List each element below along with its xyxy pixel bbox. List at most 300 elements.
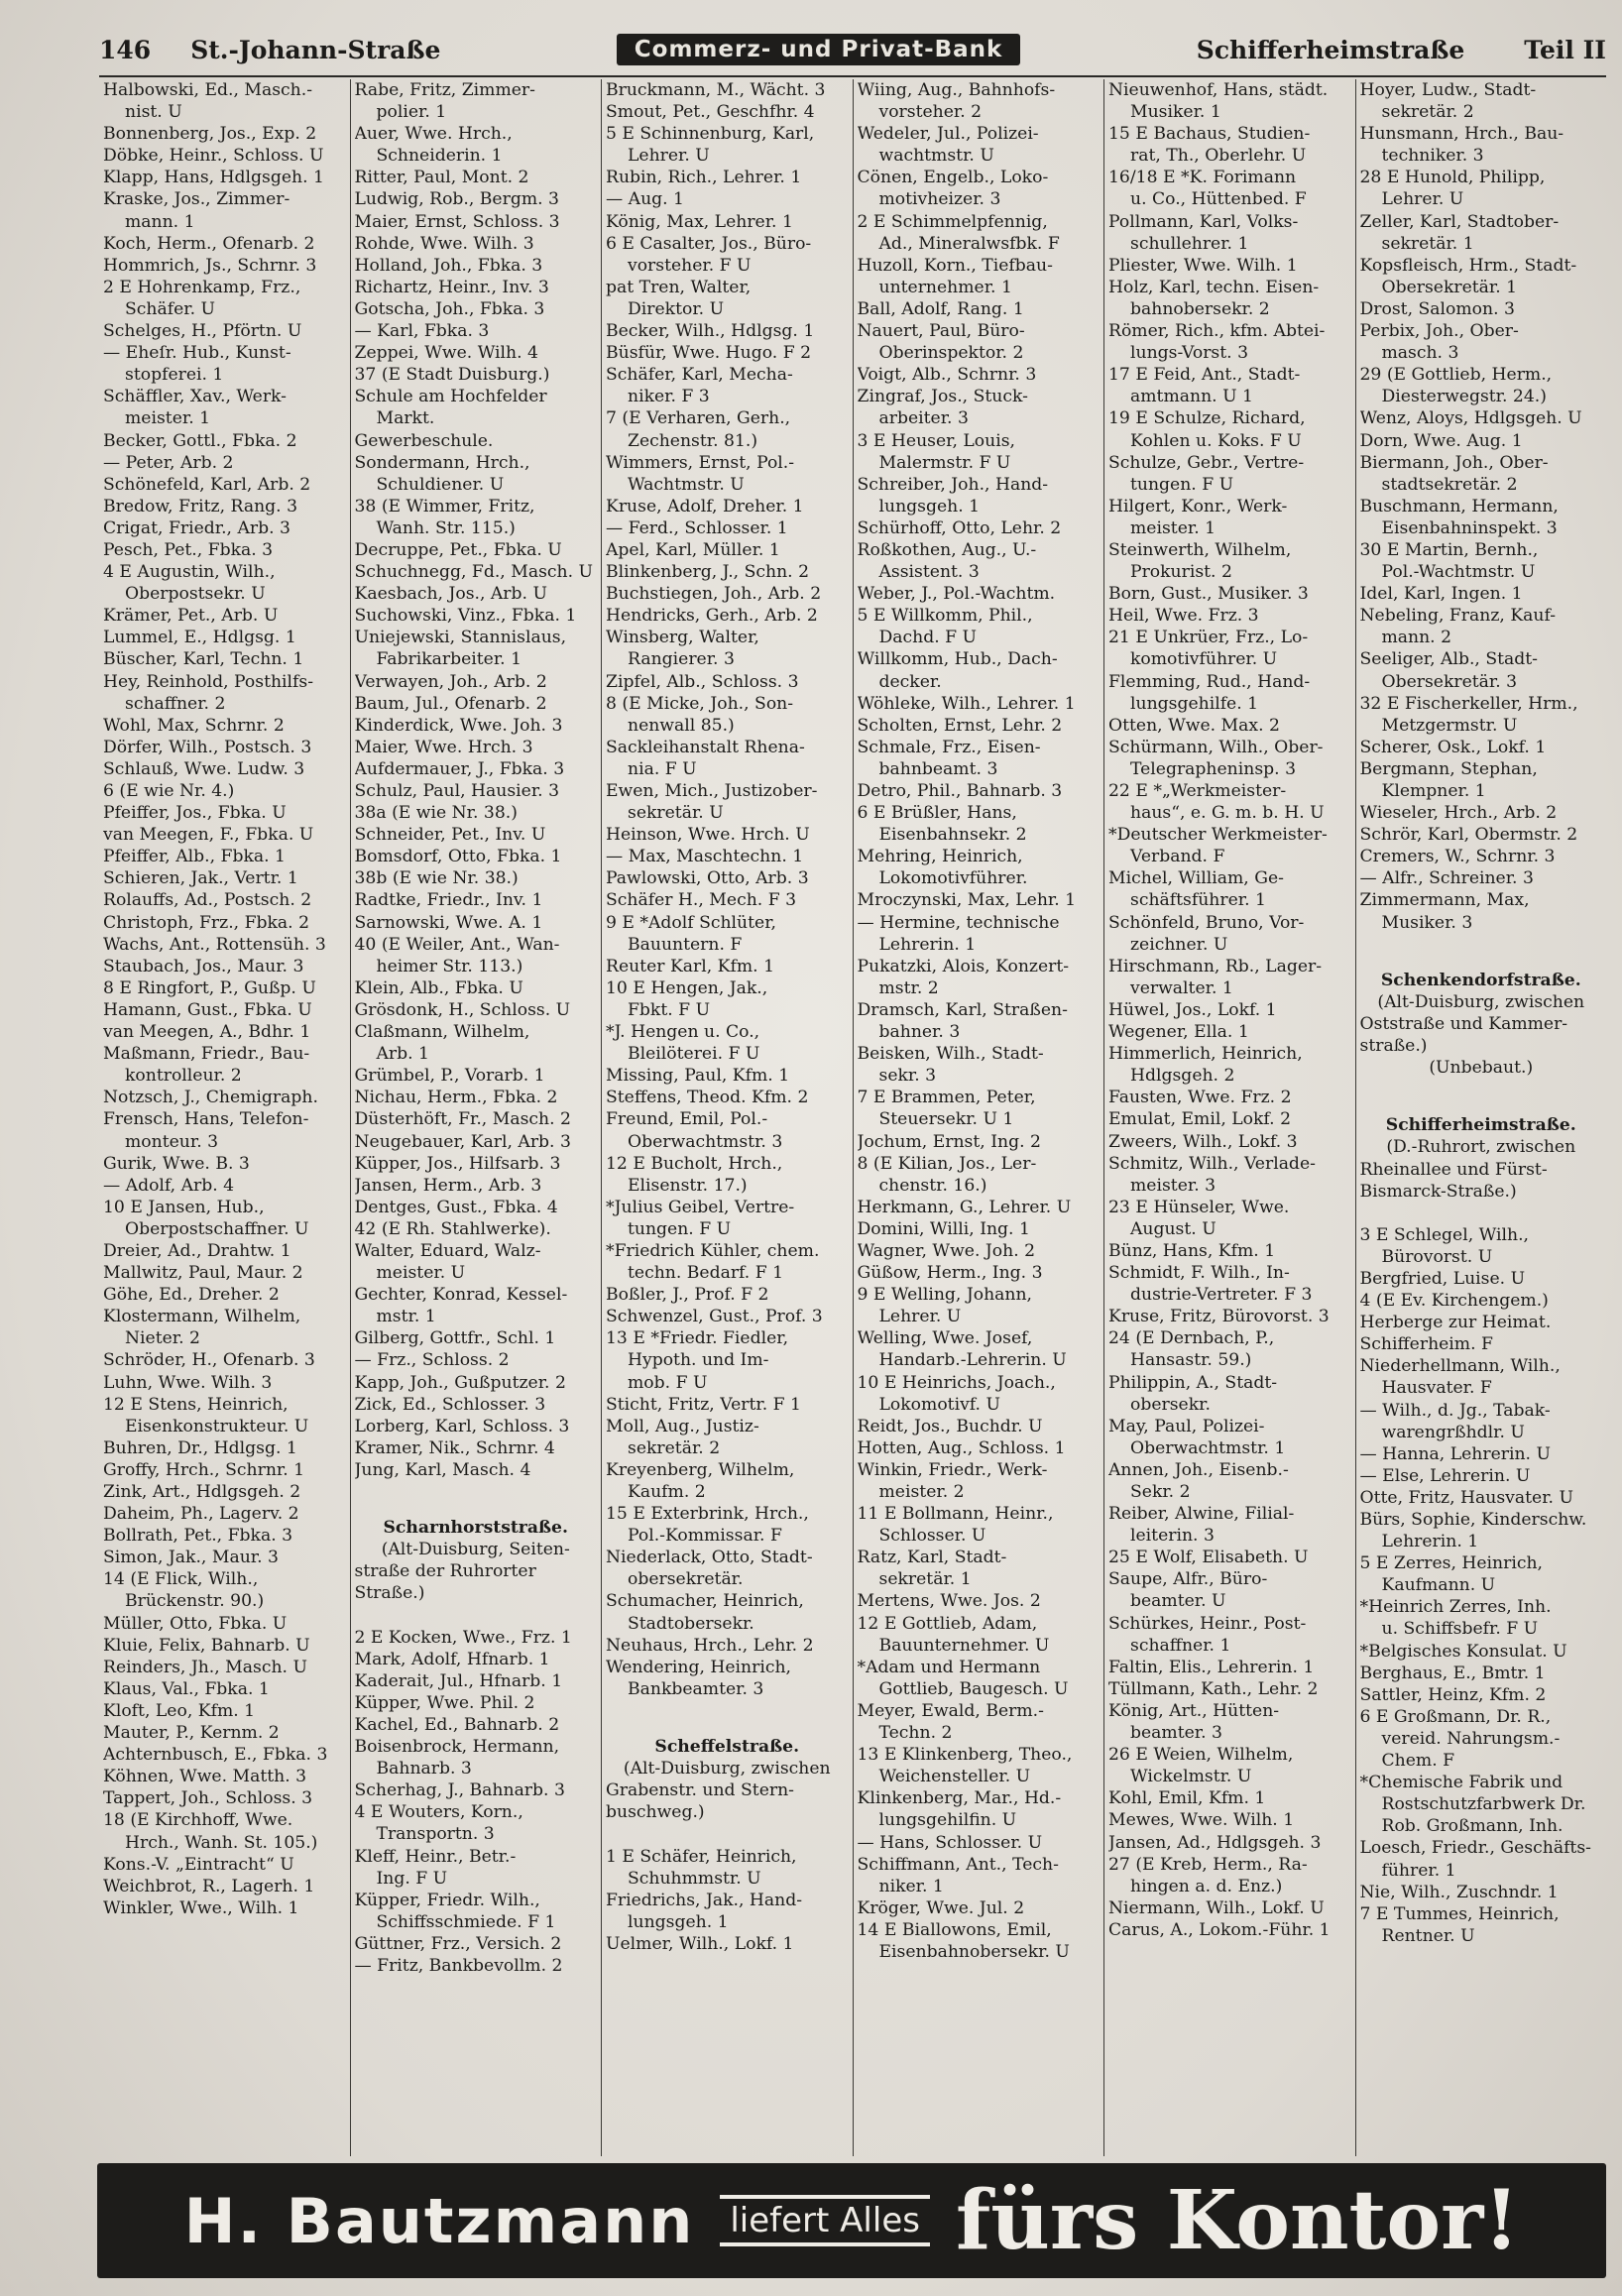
resident-entry: Schieren, Jak., Vertr. 1 — [103, 868, 298, 889]
resident-entry: Klein, Alb., Fbka. U — [354, 977, 523, 998]
resident-entry: Schäfer, Karl, Mecha- — [606, 365, 793, 386]
resident-entry: Schuhmmstr. U — [628, 1868, 761, 1889]
resident-entry: Apel, Karl, Müller. 1 — [606, 539, 780, 560]
resident-entry: Elisenstr. 17.) — [628, 1175, 748, 1196]
resident-entry: Wachtmstr. U — [628, 474, 745, 495]
resident-entry: Voigt, Alb., Schrnr. 3 — [857, 365, 1037, 386]
resident-entry: Blinkenberg, J., Schn. 2 — [606, 562, 810, 583]
resident-entry: Bollrath, Pet., Fbka. 3 — [103, 1526, 293, 1547]
resident-entry: Sondermann, Hrch., — [354, 452, 530, 473]
resident-entry: Fbkt. F U — [628, 999, 711, 1020]
street-range-left: St.-Johann-Straße — [190, 35, 441, 64]
advertisement-slogan: fürs Kontor! — [955, 2173, 1520, 2268]
resident-entry: *Chemische Fabrik und — [1359, 1773, 1564, 1793]
resident-entry: heimer Str. 113.) — [376, 956, 523, 976]
resident-entry: Kapp, Joh., Gußputzer. 2 — [354, 1372, 566, 1393]
resident-entry: — Aug. 1 — [606, 189, 684, 210]
resident-entry: Kons.-V. „Eintracht“ U — [103, 1854, 294, 1875]
resident-entry: chenstr. 16.) — [878, 1175, 987, 1196]
resident-entry: Daheim, Ph., Lagerv. 2 — [103, 1504, 299, 1525]
resident-entry: Schwenzel, Gust., Prof. 3 — [606, 1307, 823, 1327]
resident-entry: Aufdermauer, J., Fbka. 3 — [354, 758, 565, 779]
street-section-heading: Scheffelstraße. — [654, 1737, 800, 1758]
resident-entry: 27 (E Kreb, Herm., Ra- — [1108, 1854, 1308, 1875]
resident-entry: Wickelmstr. U — [1130, 1767, 1252, 1787]
resident-entry: Mroczynski, Max, Lehr. 1 — [857, 890, 1077, 911]
resident-entry: 6 (E wie Nr. 4.) — [103, 781, 235, 801]
resident-entry: — Karl, Fbka. 3 — [354, 321, 490, 342]
bank-banner: Commerz- und Privat-Bank — [617, 34, 1021, 65]
resident-entry: Pliester, Wwe. Wilh. 1 — [1108, 255, 1298, 276]
resident-entry: motivheizer. 3 — [878, 189, 1001, 210]
resident-entry: Freund, Emil, Pol.- — [606, 1109, 768, 1130]
resident-entry: kontrolleur. 2 — [125, 1066, 242, 1087]
resident-entry: leiterin. 3 — [1130, 1526, 1215, 1547]
street-section-heading: Schenkendorfstraße. — [1380, 970, 1581, 990]
resident-entry: Küpper, Wwe. Phil. 2 — [354, 1692, 535, 1713]
resident-entry: Verband. F — [1130, 847, 1225, 867]
resident-entry: Eisenbahnsekr. 2 — [878, 825, 1027, 846]
resident-entry: 29 (E Gottlieb, Herm., — [1359, 365, 1553, 386]
resident-entry: Straße.) — [354, 1583, 425, 1604]
resident-entry: Gurik, Wwe. B. 3 — [103, 1153, 250, 1174]
resident-entry: schullehrer. 1 — [1130, 233, 1249, 254]
directory-column — [99, 79, 351, 2156]
resident-entry: tungen. F U — [1130, 474, 1234, 495]
resident-entry: 6 E Brüßler, Hans, — [857, 803, 1017, 824]
resident-entry: Hendricks, Gerh., Arb. 2 — [606, 606, 818, 627]
resident-entry: Schifferheim. F — [1359, 1334, 1493, 1355]
resident-entry: Reuter Karl, Kfm. 1 — [606, 956, 775, 976]
resident-entry: Wegener, Ella. 1 — [1108, 1022, 1249, 1043]
resident-entry: Göhe, Ed., Dreher. 2 — [103, 1285, 280, 1306]
resident-entry: Maier, Wwe. Hrch. 3 — [354, 737, 533, 757]
resident-entry: Kröger, Wwe. Jul. 2 — [857, 1897, 1025, 1918]
resident-entry: Kruse, Fritz, Bürovorst. 3 — [1108, 1307, 1330, 1327]
resident-entry: Bruckmann, M., Wächt. 3 — [606, 80, 826, 100]
resident-entry: mob. F U — [628, 1372, 708, 1393]
resident-entry: Rangierer. 3 — [628, 649, 735, 670]
resident-entry: Metzgermstr. U — [1381, 715, 1518, 736]
resident-entry: nenwall 85.) — [628, 715, 735, 736]
resident-entry: Kachel, Ed., Bahnarb. 2 — [354, 1714, 560, 1735]
resident-entry: Buchstiegen, Joh., Arb. 2 — [606, 584, 822, 605]
resident-entry: Wiing, Aug., Bahnhofs- — [857, 80, 1056, 100]
resident-entry: Fabrikarbeiter. 1 — [376, 649, 522, 670]
resident-entry: Cönen, Engelb., Loko- — [857, 168, 1049, 188]
resident-entry: dustrie-Vertreter. F 3 — [1130, 1285, 1313, 1306]
resident-entry: Pukatzki, Alois, Konzert- — [857, 956, 1070, 976]
resident-entry: Küpper, Friedr. Wilh., — [354, 1890, 540, 1910]
resident-entry: 5 E Zerres, Heinrich, — [1359, 1553, 1543, 1574]
resident-entry: Güßow, Herm., Ing. 3 — [857, 1263, 1043, 1284]
resident-entry: 8 E Ringfort, P., Gußp. U — [103, 977, 316, 998]
resident-entry: Rostschutzfarbwerk Dr. — [1381, 1794, 1586, 1815]
resident-entry: Kraske, Jos., Zimmer- — [103, 189, 290, 210]
resident-entry: nia. F U — [628, 758, 697, 779]
resident-entry: Winsberg, Walter, — [606, 628, 759, 648]
resident-entry: Musiker. 3 — [1381, 912, 1473, 933]
volume-part: Teil II — [1524, 35, 1606, 64]
resident-entry: Koch, Herm., Ofenarb. 2 — [103, 233, 315, 254]
resident-entry: Buschmann, Hermann, — [1359, 496, 1559, 517]
resident-entry: Schlosser. U — [878, 1526, 986, 1547]
resident-entry: wachtmstr. U — [878, 146, 994, 167]
resident-entry: Lokomotivf. U — [878, 1394, 1000, 1415]
advertisement-banner — [97, 2163, 1606, 2278]
resident-entry: — Hermine, technische — [857, 912, 1060, 933]
resident-entry: 14 E Biallowons, Emil, — [857, 1919, 1052, 1940]
resident-entry: monteur. 3 — [125, 1131, 219, 1152]
resident-entry: 15 E Bachaus, Studien- — [1108, 124, 1311, 145]
resident-entry: Zingraf, Jos., Stuck- — [857, 387, 1028, 407]
resident-entry: Groffy, Hrch., Schrnr. 1 — [103, 1459, 305, 1480]
resident-entry: Perbix, Joh., Ober- — [1359, 321, 1519, 342]
resident-entry: Steinwerth, Wilhelm, — [1108, 539, 1292, 560]
resident-entry: Heinson, Wwe. Hrch. U — [606, 825, 810, 846]
resident-entry: Christoph, Frz., Fbka. 2 — [103, 912, 310, 933]
resident-entry: Scholten, Ernst, Lehr. 2 — [857, 715, 1063, 736]
resident-entry: 18 (E Kirchhoff, Wwe. — [103, 1810, 293, 1831]
spacer — [1360, 934, 1603, 956]
directory-column — [1104, 79, 1356, 2156]
resident-entry: Berghaus, E., Bmtr. 1 — [1359, 1663, 1546, 1683]
spacer — [606, 1700, 849, 1722]
resident-entry: Eisenkonstrukteur. U — [125, 1416, 309, 1436]
resident-entry: Prokurist. 2 — [1130, 562, 1232, 583]
resident-entry: Kaufm. 2 — [628, 1482, 706, 1502]
resident-entry: *Belgisches Konsulat. U — [1359, 1641, 1567, 1662]
resident-entry: Friedrichs, Jak., Hand- — [606, 1890, 803, 1910]
resident-entry: 12 E Gottlieb, Adam, — [857, 1613, 1038, 1634]
resident-entry: Hey, Reinhold, Posthilfs- — [103, 671, 314, 692]
resident-entry: Brückenstr. 90.) — [125, 1591, 265, 1612]
resident-entry: Drost, Salomon. 3 — [1359, 298, 1515, 319]
resident-entry: 42 (E Rh. Stahlwerke). — [354, 1218, 551, 1239]
resident-entry: Lehrer. U — [878, 1307, 962, 1327]
resident-entry: lungsgehilfe. 1 — [1130, 693, 1259, 714]
resident-entry: Diesterwegstr. 24.) — [1381, 387, 1547, 407]
resident-entry: unternehmer. 1 — [878, 277, 1012, 297]
resident-entry: Schürkes, Heinr., Post- — [1108, 1613, 1307, 1634]
resident-entry: rat, Th., Oberlehr. U — [1130, 146, 1307, 167]
resident-entry: meister. 1 — [1130, 517, 1216, 538]
resident-entry: Musiker. 1 — [1130, 102, 1221, 123]
resident-entry: decker. — [878, 671, 942, 692]
resident-entry: Bankbeamter. 3 — [628, 1678, 764, 1699]
resident-entry: stopferei. 1 — [125, 365, 224, 386]
resident-entry: Himmerlich, Heinrich, — [1108, 1044, 1303, 1065]
resident-entry: Missing, Paul, Kfm. 1 — [606, 1066, 790, 1087]
resident-entry: 3 E Heuser, Louis, — [857, 430, 1015, 451]
advertiser-name: H. Bautzmann — [183, 2184, 695, 2257]
resident-entry: Bürs, Sophie, Kinderschw. — [1359, 1510, 1587, 1530]
resident-entry: bahnbeamt. 3 — [878, 758, 998, 779]
resident-entry: Winkin, Friedr., Werk- — [857, 1459, 1048, 1480]
resident-entry: Hirschmann, Rb., Lager- — [1108, 956, 1323, 976]
resident-entry: Lummel, E., Hdlgsg. 1 — [103, 628, 296, 648]
resident-entry: Nebeling, Franz, Kauf- — [1359, 606, 1557, 627]
resident-entry: vorsteher. F U — [628, 255, 752, 276]
resident-entry: 38b (E wie Nr. 38.) — [354, 868, 519, 889]
resident-entry: Schmale, Frz., Eisen- — [857, 737, 1041, 757]
resident-entry: Bomsdorf, Otto, Fbka. 1 — [354, 847, 562, 867]
resident-entry: May, Paul, Polizei- — [1108, 1416, 1265, 1436]
resident-entry: Kruse, Adolf, Dreher. 1 — [606, 496, 804, 517]
resident-entry: lungs-Vorst. 3 — [1130, 343, 1249, 364]
resident-entry: — Else, Lehrerin. U — [1359, 1465, 1531, 1486]
resident-entry: sekretär. 1 — [1381, 233, 1474, 254]
resident-entry: — Ferd., Schlosser. 1 — [606, 517, 788, 538]
resident-entry: Domini, Willi, Ing. 1 — [857, 1218, 1030, 1239]
resident-entry: Schönefeld, Karl, Arb. 2 — [103, 474, 311, 495]
resident-entry: Pol.-Kommissar. F — [628, 1526, 782, 1547]
resident-entry: Römer, Rich., kfm. Abtei- — [1108, 321, 1326, 342]
resident-entry: Schönfeld, Bruno, Vor- — [1108, 912, 1305, 933]
resident-entry: August. U — [1130, 1218, 1216, 1239]
resident-entry: 3 E Schlegel, Wilh., — [1359, 1224, 1529, 1245]
resident-entry: Roßkothen, Aug., U.- — [857, 539, 1037, 560]
resident-entry: Güttner, Frz., Versich. 2 — [354, 1933, 562, 1954]
resident-entry: — Eheſr. Hub., Kunst- — [103, 343, 291, 364]
resident-entry: Bismarck-Straße.) — [1359, 1181, 1517, 1202]
resident-entry: Hotten, Aug., Schloss. 1 — [857, 1437, 1066, 1458]
resident-entry: Michel, William, Ge- — [1108, 868, 1284, 889]
resident-entry: Schuchnegg, Fd., Masch. U — [354, 562, 593, 583]
resident-entry: bahnobersekr. 2 — [1130, 298, 1270, 319]
resident-entry: Schröder, H., Ofenarb. 3 — [103, 1350, 315, 1371]
resident-entry: beamter. U — [1130, 1591, 1226, 1612]
resident-entry: Wohl, Max, Schrnr. 2 — [103, 715, 285, 736]
resident-entry: Lehrer. U — [628, 146, 710, 167]
resident-entry: Frensch, Hans, Telefon- — [103, 1109, 309, 1130]
street-section-note: (Alt-Duisburg, Seiten- — [381, 1540, 570, 1560]
resident-entry: Müller, Otto, Fbka. U — [103, 1613, 288, 1634]
resident-entry: Beisken, Wilh., Stadt- — [857, 1044, 1044, 1065]
spacer — [606, 1823, 849, 1845]
resident-entry: Suchowski, Vinz., Fbka. 1 — [354, 606, 577, 627]
resident-entry: stadtsekretär. 2 — [1381, 474, 1518, 495]
resident-entry: Direktor. U — [628, 298, 725, 319]
resident-entry: Philippin, A., Stadt- — [1108, 1372, 1278, 1393]
resident-entry: 6 E Casalter, Jos., Büro- — [606, 233, 812, 254]
resident-entry: *Heinrich Zerres, Inh. — [1359, 1597, 1552, 1618]
resident-entry: arbeiter. 3 — [878, 408, 969, 429]
resident-entry: Schürhoff, Otto, Lehr. 2 — [857, 517, 1062, 538]
resident-entry: Bleilöterei. F U — [628, 1044, 760, 1065]
resident-entry: Boisenbrock, Hermann, — [354, 1737, 560, 1758]
header-rule — [99, 75, 1606, 77]
resident-entry: Jansen, Herm., Arb. 3 — [354, 1175, 542, 1196]
resident-entry: 13 E *Friedr. Fiedler, — [606, 1328, 789, 1349]
resident-entry: Obersekretär. 3 — [1381, 671, 1518, 692]
resident-entry: Techn. 2 — [878, 1723, 953, 1744]
resident-entry: — Hanna, Lehrerin. U — [1359, 1443, 1551, 1464]
resident-entry: Loesch, Friedr., Geschäfts- — [1359, 1838, 1591, 1859]
resident-entry: 30 E Martin, Bernh., — [1359, 539, 1539, 560]
resident-entry: Dramsch, Karl, Straßen- — [857, 999, 1068, 1020]
resident-entry: Carus, A., Lokom.-Führ. 1 — [1108, 1919, 1331, 1940]
resident-entry: Schulz, Paul, Hausier. 3 — [354, 781, 560, 801]
resident-entry: komotivführer. U — [1130, 649, 1278, 670]
resident-entry: obersekr. — [1130, 1394, 1211, 1415]
resident-entry: Lokomotivführer. — [878, 868, 1028, 889]
resident-entry: 14 (E Flick, Wilh., — [103, 1569, 259, 1590]
resident-entry: Kluie, Felix, Bahnarb. U — [103, 1635, 310, 1656]
directory-column — [1356, 79, 1607, 2156]
resident-entry: Bergmann, Stephan, — [1359, 758, 1538, 779]
resident-entry: Ludwig, Rob., Bergm. 3 — [354, 189, 559, 210]
resident-entry: Schelges, H., Pförtn. U — [103, 321, 302, 342]
resident-entry: Steuersekr. U 1 — [878, 1109, 1014, 1130]
resident-entry: Detro, Phil., Bahnarb. 3 — [857, 781, 1063, 801]
resident-entry: Hdlgsgeh. 2 — [1130, 1066, 1235, 1087]
resident-entry: sekretär. U — [628, 803, 724, 824]
resident-entry: 5 E Schinnenburg, Karl, — [606, 124, 815, 145]
resident-entry: Seeliger, Alb., Stadt- — [1359, 649, 1538, 670]
resident-entry: Gechter, Konrad, Kessel- — [354, 1285, 568, 1306]
resident-entry: Schäfer. U — [125, 298, 215, 319]
resident-entry: Wöhleke, Wilh., Lehrer. 1 — [857, 693, 1076, 714]
resident-entry: Handarb.-Lehrerin. U — [878, 1350, 1067, 1371]
resident-entry: Dreier, Ad., Drahtw. 1 — [103, 1240, 291, 1261]
resident-entry: Kaesbach, Jos., Arb. U — [354, 584, 547, 605]
resident-entry: Schreiber, Joh., Hand- — [857, 474, 1049, 495]
resident-entry: 10 E Heinrichs, Joach., — [857, 1372, 1056, 1393]
resident-entry: Kramer, Nik., Schrnr. 4 — [354, 1437, 555, 1458]
resident-entry: Wendering, Heinrich, — [606, 1657, 791, 1677]
resident-entry: u. Schiffsbefr. F U — [1381, 1619, 1539, 1640]
resident-entry: 16/18 E *K. Forimann — [1108, 168, 1297, 188]
resident-entry: meister. U — [376, 1263, 466, 1284]
resident-entry: Ratz, Karl, Stadt- — [857, 1548, 1007, 1568]
resident-entry: Scherhag, J., Bahnarb. 3 — [354, 1780, 565, 1801]
street-section-note: (Alt-Duisburg, zwischen — [623, 1759, 831, 1779]
resident-entry: Mehring, Heinrich, — [857, 847, 1023, 867]
resident-entry: Grabenstr. und Stern- — [606, 1780, 794, 1801]
street-range-right: Schifferheimstraße — [1196, 35, 1465, 64]
resident-entry: Pfeiffer, Alb., Fbka. 1 — [103, 847, 286, 867]
resident-entry: nist. U — [125, 102, 182, 123]
resident-entry: Hunsmann, Hrch., Bau- — [1359, 124, 1564, 145]
resident-entry: Kreyenberg, Wilhelm, — [606, 1459, 795, 1480]
resident-entry: techniker. 3 — [1381, 146, 1484, 167]
resident-entry: Meyer, Ewald, Berm.- — [857, 1700, 1044, 1721]
resident-entry: straße der Ruhrorter — [354, 1561, 536, 1582]
resident-entry: Gottlieb, Baugesch. U — [878, 1678, 1069, 1699]
resident-entry: Bürovorst. U — [1381, 1246, 1493, 1267]
resident-entry: Arb. 1 — [376, 1044, 429, 1065]
resident-entry: Lehrerin. 1 — [1381, 1532, 1479, 1552]
resident-entry: 10 E Jansen, Hub., — [103, 1197, 265, 1217]
resident-entry: Gotscha, Joh., Fbka. 3 — [354, 298, 545, 319]
spacer — [1360, 1203, 1603, 1224]
resident-entry: Kloft, Leo, Kfm. 1 — [103, 1700, 256, 1721]
resident-entry: Rentner. U — [1381, 1925, 1475, 1946]
resident-entry: Transportn. 3 — [376, 1824, 495, 1845]
resident-entry: Schiffsschmiede. F 1 — [376, 1911, 556, 1932]
resident-entry: schaffner. 2 — [125, 693, 226, 714]
spacer — [1360, 1079, 1603, 1100]
resident-entry: Stadtobersekr. — [628, 1613, 754, 1634]
resident-entry: *Friedrich Kühler, chem. — [606, 1240, 820, 1261]
resident-entry: 5 E Willkomm, Phil., — [857, 606, 1033, 627]
resident-entry: techn. Bedarf. F 1 — [628, 1263, 784, 1284]
resident-entry: Kohlen u. Koks. F U — [1130, 430, 1302, 451]
resident-entry: *Deutscher Werkmeister- — [1108, 825, 1328, 846]
resident-entry: 32 E Fischerkeller, Hrm., — [1359, 693, 1578, 714]
resident-entry: Ball, Adolf, Rang. 1 — [857, 298, 1024, 319]
resident-entry: Kohl, Emil, Kfm. 1 — [1108, 1788, 1266, 1809]
resident-entry: Klinkenberg, Mar., Hd.- — [857, 1788, 1062, 1809]
resident-entry: pat Tren, Walter, — [606, 277, 752, 297]
resident-entry: 7 E Tummes, Heinrich, — [1359, 1903, 1560, 1924]
resident-entry: Scherer, Osk., Lokf. 1 — [1359, 737, 1547, 757]
resident-entry: Rubin, Rich., Lehrer. 1 — [606, 168, 802, 188]
resident-entry: Smout, Pet., Geschfhr. 4 — [606, 102, 815, 123]
directory-column — [351, 79, 603, 2156]
resident-entry: Schrör, Karl, Obermstr. 2 — [1359, 825, 1578, 846]
resident-entry: Herberge zur Heimat. — [1359, 1313, 1552, 1333]
resident-entry: 2 E Schimmelpfennig, — [857, 211, 1048, 232]
resident-entry: 40 (E Weiler, Ant., Wan- — [354, 934, 560, 955]
resident-entry: mann. 1 — [125, 211, 195, 232]
resident-entry: Klostermann, Wilhelm, — [103, 1307, 301, 1327]
resident-entry: Grösdonk, H., Schloss. U — [354, 999, 571, 1020]
resident-entry: — Fritz, Bankbevollm. 2 — [354, 1955, 563, 1976]
resident-entry: Kopsfleisch, Hrm., Stadt- — [1359, 255, 1577, 276]
resident-entry: Nieter. 2 — [125, 1328, 200, 1349]
resident-entry: Wenz, Aloys, Hdlgsgeh. U — [1359, 408, 1582, 429]
resident-entry: 22 E *„Werkmeister- — [1108, 781, 1287, 801]
resident-entry: Hypoth. und Im- — [628, 1350, 769, 1371]
resident-entry: Hansastr. 59.) — [1130, 1350, 1252, 1371]
resident-entry: — Hans, Schlosser. U — [857, 1832, 1043, 1853]
resident-entry: Boßler, J., Prof. F 2 — [606, 1285, 769, 1306]
resident-entry: Huzoll, Korn., Tiefbau- — [857, 255, 1053, 276]
resident-entry: Küpper, Jos., Hilfsarb. 3 — [354, 1153, 561, 1174]
resident-entry: 15 E Exterbrink, Hrch., — [606, 1504, 809, 1525]
resident-entry: König, Max, Lehrer. 1 — [606, 211, 793, 232]
resident-entry: Nichau, Herm., Fbka. 2 — [354, 1088, 558, 1108]
resident-entry: Büsfür, Wwe. Hugo. F 2 — [606, 343, 812, 364]
resident-entry: Winkler, Wwe., Wilh. 1 — [103, 1897, 299, 1918]
resident-entry: Köhnen, Wwe. Matth. 3 — [103, 1767, 307, 1787]
resident-entry: Otte, Fritz, Hausvater. U — [1359, 1487, 1573, 1508]
resident-entry: Saupe, Alfr., Büro- — [1108, 1569, 1268, 1590]
directory-columns — [99, 79, 1606, 2156]
resident-entry: Sattler, Heinz, Kfm. 2 — [1359, 1684, 1547, 1705]
resident-entry: Schuldiener. U — [376, 474, 505, 495]
resident-entry: mstr. 1 — [376, 1307, 436, 1327]
resident-entry: Jochum, Ernst, Ing. 2 — [857, 1131, 1041, 1152]
resident-entry: Oberpostschaffner. U — [125, 1218, 309, 1239]
resident-entry: tungen. F U — [628, 1218, 732, 1239]
resident-entry: warengrßhdlr. U — [1381, 1422, 1525, 1442]
resident-entry: Jung, Karl, Masch. 4 — [354, 1459, 531, 1480]
resident-entry: Heil, Wwe. Frz. 3 — [1108, 606, 1259, 627]
resident-entry: Flemming, Rud., Hand- — [1108, 671, 1311, 692]
resident-entry: Mewes, Wwe. Wilh. 1 — [1108, 1810, 1295, 1831]
resident-entry: 38 (E Wimmer, Fritz, — [354, 496, 535, 517]
resident-entry: Obersekretär. 1 — [1381, 277, 1518, 297]
resident-entry: Annen, Joh., Eisenb.- — [1108, 1459, 1289, 1480]
resident-entry: buschweg.) — [606, 1802, 705, 1823]
resident-entry: Fausten, Wwe. Frz. 2 — [1108, 1088, 1292, 1108]
spacer — [355, 1481, 598, 1503]
resident-entry: haus“, e. G. m. b. H. U — [1130, 803, 1325, 824]
resident-entry: Walter, Eduard, Walz- — [354, 1240, 541, 1261]
